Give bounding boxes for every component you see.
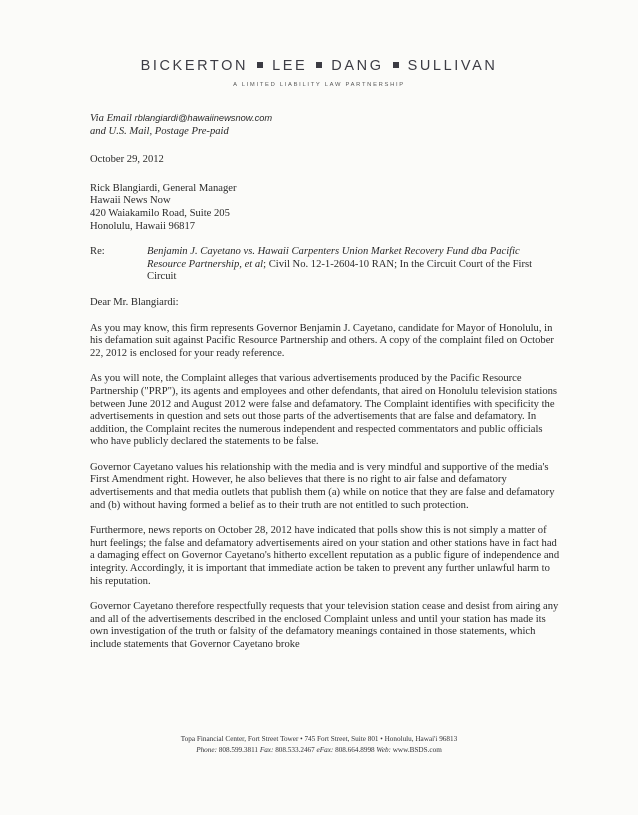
recipient-street: 420 Waiakamilo Road, Suite 205 [90,207,230,219]
salutation: Dear Mr. Blangiardi: [90,296,179,308]
delivery-line-2: and U.S. Mail, Postage Pre-paid [90,125,229,137]
recipient-name: Rick Blangiardi, General Manager [90,182,237,194]
firm-name [0,58,638,74]
firm-name-dang: DANG [331,58,384,74]
square-bullet-icon [257,62,263,68]
fax-label: Fax: [259,746,274,754]
paragraph-4: Furthermore, news reports on October 28, 2012 have indicated that polls show this is not simply a matter of hurt feelings; the false and defamatory advertisements aired on your station and other stations have in fact had a damaging effect on Governor Cayetano's hitherto excellent reputation as a public figure of independence and integrity. Accordingly, it is important that immediate action be taken to prevent any further unlawful harm to his reputation. [90,525,560,587]
phone-number: 808.599.3811 [218,746,259,754]
paragraph-3: Governor Cayetano values his relationship with the media and is very mindful and supportive of the media's First Amendment right. However, he also believes that there is no right to air false and defamatory advertisements and that media outlets that publish them (a) while on notice that they are false and defamatory and (b) without having formed a belief as to their truth are not entitled to such protection. [90,461,555,511]
letterhead [0,58,638,88]
re-line [90,246,560,284]
website: www.BSDS.com [392,746,442,754]
delivery-line-1 [90,112,560,126]
recipient-address [90,183,560,233]
paragraph-5: Governor Cayetano therefore respectfully requests that your television station cease and desist from airing any and all of the advertisements described in the enclosed Complaint unless and until your station has made its own investigation of the truth or falsity of the defamatory meanings contained in those statements, which include statements that Governor Cayetano broke [90,601,559,650]
firm-name-bickerton: BICKERTON [140,58,249,74]
letter-body [90,112,560,652]
efax-label: eFax: [316,746,334,754]
paragraph-2: As you will note, the Complaint alleges that various advertisements produced by the Pacific Resource Partnership ("PRP"), its agents and employees and other defendants, that aired on Honolulu television stations between June 2012 and August 2012 were false and defamatory. The Complaint identifies with specificity the advertisements in question and sets out those parts of the advertisements that are false and defamatory. In addition, the Complaint recites the numerous independent and respected commentators and public officials who have publicly declared the statements to be false. [90,373,558,448]
re-label: Re: [90,246,105,258]
fax-number: 808.533.2467 [275,746,315,754]
footer-address: Topa Financial Center, Fort Street Tower • 745 Fort Street, Suite 801 • Honolulu, Hawai'i 96813 [180,735,458,743]
firm-name-sullivan: SULLIVAN [407,58,498,74]
footer-contacts [0,745,638,756]
square-bullet-icon [316,62,322,68]
re-subject [147,246,560,284]
letter-footer [0,734,638,756]
case-title: Benjamin J. Cayetano vs. Hawaii Carpenters Union Market Recovery Fund dba Pacific Resource Partnership, et al [147,246,520,270]
firm-name-lee: LEE [272,58,308,74]
recipient-city: Honolulu, Hawaii 96817 [90,220,196,232]
recipient-email: rblangiardi@hawaiinewsnow.com [134,113,273,123]
efax-number: 808.664.8998 [335,746,375,754]
web-label: Web: [376,746,391,754]
case-details: ; Civil No. 12-1-2604-10 RAN; In the Circuit Court of the First Circuit [147,258,533,283]
firm-subtitle: A LIMITED LIABILITY LAW PARTNERSHIP [233,82,405,88]
paragraph-1: As you may know, this firm represents Governor Benjamin J. Cayetano, candidate for Mayor of Honolulu, in his defamation suit against Pacific Resource Partnership and others. A copy of the complaint filed on October 22, 2012 is enclosed for your ready reference. [90,322,554,359]
recipient-company: Hawaii News Now [90,195,171,207]
square-bullet-icon [393,62,399,68]
letter-date: October 29, 2012 [90,154,164,166]
delivery-method: Via Email [90,113,132,124]
phone-label: Phone: [196,746,217,754]
